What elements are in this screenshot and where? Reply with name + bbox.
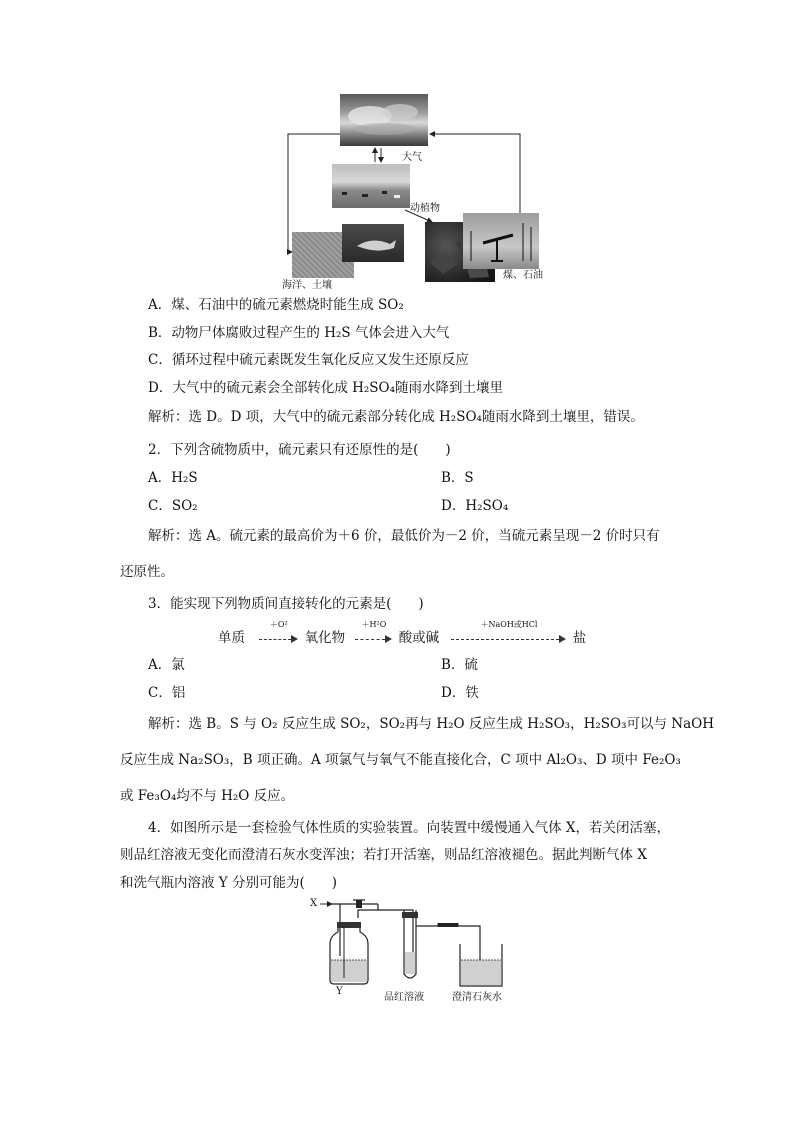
chain-arrow-2-label: ＋H²O (361, 619, 387, 629)
q2-analysis-line1: 解析：选 A。硫元素的最高价为＋6 价，最低价为－2 价，当硫元素呈现－2 价时只有 (148, 528, 660, 544)
q3-stem: 3．能实现下列物质间直接转化的元素是( ) (148, 596, 424, 612)
pinhong-solution-label: 品红溶液 (384, 992, 424, 1003)
gas-x-label: X (310, 898, 318, 909)
q3-analysis-line3: 或 Fe₃O₄均不与 H₂O 反应。 (120, 788, 295, 804)
ocean-soil-label: 海洋、土壤 (282, 280, 332, 291)
chain-oxide: 氧化物 (304, 630, 346, 646)
q1-option-d: D．大气中的硫元素会全部转化成 H₂SO₄随雨水降到土壤里 (148, 380, 504, 396)
apparatus-figure (308, 896, 518, 1002)
q4-stem-line3: 和洗气瓶内溶液 Y 分别可能为( ) (120, 875, 338, 891)
limewater-label: 澄清石灰水 (452, 992, 502, 1003)
q3-option-c: C．铝 (148, 685, 186, 701)
chain-acid-or-base: 酸或碱 (398, 630, 440, 646)
chain-arrow-3-label: ＋NaOH或HCl (480, 619, 538, 629)
atmosphere-photo (340, 94, 428, 146)
sulfur-cycle-figure (280, 92, 550, 292)
chain-simple-substance: 单质 (218, 630, 245, 646)
q2-option-c: C．SO₂ (148, 498, 198, 514)
q4-stem-line1: 4．如图所示是一套检验气体性质的实验装置。向装置中缓慢通入气体 X，若关闭活塞， (148, 820, 670, 836)
q3-option-b: B．硫 (441, 657, 478, 673)
whale-photo (342, 224, 404, 262)
q1-option-a: A．煤、石油中的硫元素燃烧时能生成 SO₂ (148, 297, 404, 313)
chain-salt: 盐 (572, 630, 587, 646)
coal-oil-label: 煤、石油 (503, 270, 543, 281)
solution-y-label: Y (336, 986, 343, 997)
atmosphere-label: 大气 (402, 152, 422, 163)
q3-option-a: A．氯 (148, 657, 185, 673)
q2-stem: 2．下列含硫物质中，硫元素只有还原性的是( ) (148, 442, 451, 458)
q3-analysis-line2: 反应生成 Na₂SO₃，B 项正确。A 项氯气与氧气不能直接化合，C 项中 Al₂O₃、D 项中 Fe₂O₃ (120, 752, 681, 768)
q4-stem-line2: 则品红溶液无变化而澄清石灰水变浑浊；若打开活塞，则品红溶液褪色。据此判断气体 X (120, 847, 647, 863)
chain-arrow-3 (451, 619, 566, 647)
q1-analysis: 解析：选 D。D 项，大气中的硫元素部分转化成 H₂SO₄随雨水降到土壤里，错误。 (148, 409, 644, 425)
q2-option-b: B．S (441, 470, 474, 486)
q3-conversion-chain (218, 619, 587, 647)
q1-option-b: B．动物尸体腐败过程产生的 H₂S 气体会进入大气 (148, 325, 450, 341)
oil-rig-photo (463, 213, 539, 269)
chain-arrow-2 (355, 619, 392, 647)
chain-arrow-1-label: ＋O² (269, 619, 288, 629)
chain-arrow-1 (259, 619, 298, 647)
q2-option-d: D．H₂SO₄ (441, 498, 509, 514)
q2-option-a: A．H₂S (148, 470, 198, 486)
animals-plants-label: 动植物 (410, 203, 440, 214)
q3-option-d: D．铁 (441, 685, 479, 701)
q2-analysis-line2: 还原性。 (120, 564, 174, 580)
animals-plants-photo (332, 164, 410, 208)
q3-analysis-line1: 解析：选 B。S 与 O₂ 反应生成 SO₂，SO₂再与 H₂O 反应生成 H₂SO₃，H₂SO₃可以与 NaOH (148, 716, 715, 732)
q1-option-c: C．循环过程中硫元素既发生氧化反应又发生还原反应 (148, 352, 469, 368)
